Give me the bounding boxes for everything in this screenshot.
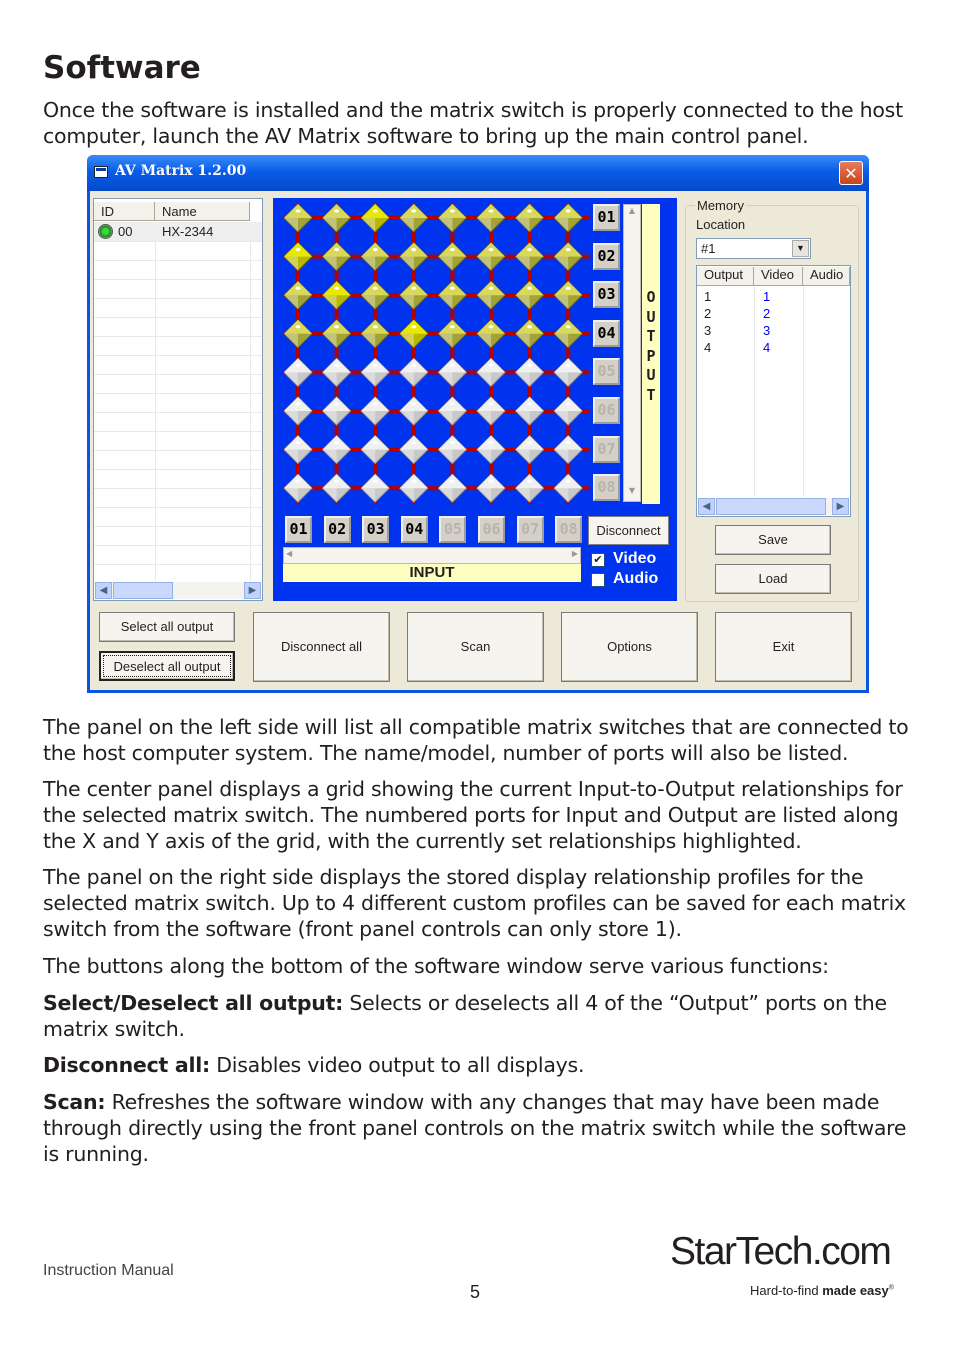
close-icon[interactable]: ✕ [839,161,863,185]
crosspoint-node[interactable] [323,243,351,271]
crosspoint-node[interactable] [554,320,582,348]
crosspoint-node[interactable] [477,320,505,348]
device-list-header [94,202,262,221]
crosspoint-node[interactable] [400,204,428,232]
crosspoint-node[interactable] [438,281,466,309]
save-button[interactable]: Save [715,525,831,555]
scroll-thumb[interactable] [716,498,826,515]
crosspoint-node[interactable] [438,436,466,464]
crosspoint-node[interactable] [284,358,312,386]
crosspoint-node[interactable] [516,281,544,309]
status-led-icon [98,224,113,239]
crosspoint-node[interactable] [477,243,505,271]
output-port-button[interactable]: 04 [593,320,620,347]
crosspoint-node[interactable] [284,436,312,464]
input-port-button[interactable]: 02 [324,516,351,543]
audio-checkbox[interactable] [591,573,605,587]
desc-scan: Refreshes the software window with any changes that may have been made through directly using the front panel controls on the matrix switch while the software is running. [43,1090,907,1166]
paragraph-buttons-intro: The buttons along the bottom of the software window serve various functions: [43,954,829,978]
crosspoint-node[interactable] [284,397,312,425]
crosspoint-node[interactable] [438,397,466,425]
paragraph-disconnect-all [43,1052,923,1078]
crosspoint-node[interactable] [438,358,466,386]
crosspoint-node[interactable] [400,436,428,464]
exit-button[interactable]: Exit [715,612,852,682]
scroll-left-icon[interactable]: ◀ [698,498,715,515]
output-port-button[interactable]: 07 [593,436,620,463]
scroll-up-icon[interactable]: ▲ [628,206,636,215]
crosspoint-node[interactable] [361,204,389,232]
matrix-panel [273,198,677,601]
crosspoint-node[interactable] [400,397,428,425]
output-port-button[interactable]: 08 [593,474,620,501]
crosspoint-node[interactable] [477,474,505,502]
term-select-deselect: Select/Deselect all output: [43,991,344,1015]
scroll-down-icon[interactable]: ▼ [628,486,636,495]
crosspoint-node[interactable] [361,436,389,464]
crosspoint-node[interactable] [284,281,312,309]
input-axis-label: INPUT [283,564,581,582]
crosspoint-node[interactable] [400,320,428,348]
crosspoint-node[interactable] [554,474,582,502]
crosspoint-node[interactable] [361,474,389,502]
crosspoint-node[interactable] [361,281,389,309]
intro-paragraph: Once the software is installed and the matrix switch is properly connected to the host computer, launch the AV Matrix software to bring up the main control panel. [43,98,903,148]
crosspoint-node[interactable] [323,397,351,425]
paragraph-scan [43,1089,923,1167]
memory-output-cell: 1 [704,289,712,304]
scroll-thumb[interactable] [113,582,173,599]
input-port-button[interactable]: 08 [555,516,582,543]
output-axis-letter: O [646,288,656,306]
term-disconnect-all: Disconnect all: [43,1053,210,1077]
crosspoint-node[interactable] [400,474,428,502]
crosspoint-node[interactable] [361,243,389,271]
paragraph-left-panel: The panel on the left side will list all compatible matrix switches that are connected to the host computer system. The name/model, number of ports will also be listed. [43,715,909,765]
output-vscrollbar[interactable] [623,204,641,502]
crosspoint-node[interactable] [323,358,351,386]
input-hscrollbar[interactable] [283,547,581,564]
memory-video-cell: 3 [763,323,771,338]
page-heading: Software [43,50,201,86]
output-axis-letter: T [646,385,656,404]
crosspoint-node[interactable] [438,474,466,502]
input-port-button[interactable]: 03 [362,516,389,543]
memory-output-cell: 4 [704,340,712,355]
crosspoint-node[interactable] [554,281,582,309]
input-port-button[interactable]: 07 [517,516,544,543]
crosspoint-node[interactable] [284,243,312,271]
scroll-left-icon[interactable]: ◀ [286,549,293,558]
crosspoint-node[interactable] [438,243,466,271]
desc-disconnect-all: Disables video output to all displays. [210,1053,585,1077]
window-client [90,191,866,690]
device-list-hscrollbar[interactable] [95,582,261,599]
paragraph-select-deselect [43,990,923,1042]
crosspoint-node[interactable] [554,358,582,386]
device-row[interactable] [94,222,262,241]
title-bar [87,155,869,191]
disconnect-all-button[interactable]: Disconnect all [253,612,390,682]
crosspoint-node[interactable] [323,281,351,309]
output-axis-letter: U [646,307,656,326]
crosspoint-node[interactable] [477,397,505,425]
scroll-right-icon[interactable]: ▶ [244,582,261,599]
input-port-button[interactable]: 05 [439,516,466,543]
crosspoint-node[interactable] [516,474,544,502]
memory-output-cell: 2 [704,306,712,321]
input-port-button[interactable]: 04 [401,516,428,543]
deselect-all-output-button[interactable]: Deselect all output [99,651,235,681]
scroll-left-icon[interactable]: ◀ [95,582,112,599]
crosspoint-node[interactable] [323,204,351,232]
crosspoint-node[interactable] [284,204,312,232]
device-list[interactable] [93,198,263,601]
scan-button[interactable]: Scan [407,612,544,682]
device-id: 00 [118,224,133,239]
output-port-button[interactable]: 05 [593,358,620,385]
output-port-button[interactable]: 03 [593,281,620,308]
crosspoint-node[interactable] [477,436,505,464]
crosspoint-node[interactable] [477,358,505,386]
input-port-button[interactable]: 01 [285,516,312,543]
crosspoint-node[interactable] [323,474,351,502]
crosspoint-node[interactable] [284,320,312,348]
column-header-id[interactable]: ID [94,202,155,221]
scroll-right-icon[interactable]: ▶ [571,549,578,558]
output-port-button[interactable]: 02 [593,243,620,270]
crosspoint-node[interactable] [438,204,466,232]
crosspoint-node[interactable] [361,320,389,348]
crosspoint-node[interactable] [477,281,505,309]
av-matrix-window [87,155,869,693]
output-axis-letter: T [646,327,656,345]
output-port-button[interactable]: 01 [593,204,620,231]
crosspoint-node[interactable] [361,358,389,386]
column-header-video[interactable]: Video [754,267,803,286]
output-axis-label [642,204,660,504]
output-port-button[interactable]: 06 [593,397,620,424]
location-label: Location [696,217,746,232]
input-port-button[interactable]: 06 [478,516,505,543]
crosspoint-node[interactable] [400,243,428,271]
column-header-name[interactable]: Name [155,202,250,221]
scroll-right-icon[interactable]: ▶ [832,498,849,515]
crosspoint-node[interactable] [438,320,466,348]
output-axis-letter: P [646,346,656,365]
crosspoint-node[interactable] [323,436,351,464]
memory-video-cell: 4 [763,340,771,355]
load-button[interactable]: Load [715,564,831,594]
crosspoint-node[interactable] [554,436,582,464]
window-title: AV Matrix 1.2.00 [115,163,247,179]
paragraph-center-panel: The center panel displays a grid showing the current Input-to-Output relationships for the selected matrix switch. The numbered ports for Input and Output are listed along the X and Y axis of the grid, with the currently set relationships highlighted. [43,777,903,853]
options-button[interactable]: Options [561,612,698,682]
location-value: #1 [701,241,716,256]
crosspoint-node[interactable] [554,243,582,271]
crosspoint-node[interactable] [400,358,428,386]
select-all-output-button[interactable]: Select all output [99,612,235,642]
device-name: HX-2344 [162,224,214,239]
video-checkbox-label: Video [613,550,657,567]
video-checkbox[interactable]: ✔ [591,553,605,567]
crosspoint-grid [284,204,594,509]
paragraph-right-panel: The panel on the right side displays the stored display relationship profiles for the selected matrix switch. Up to 4 different custom profiles can be saved for each matrix switch from the software (front panel controls can only store 1). [43,865,906,941]
column-header-audio[interactable]: Audio [803,267,850,286]
window-icon [94,166,108,178]
crosspoint-node[interactable] [400,281,428,309]
location-select[interactable] [696,238,811,259]
tagline-light: Hard-to-find [750,1283,823,1298]
crosspoint-node[interactable] [284,474,312,502]
footer-manual-label: Instruction Manual [43,1262,174,1279]
crosspoint-node[interactable] [516,358,544,386]
crosspoint-node[interactable] [516,320,544,348]
tagline-mark: ® [888,1284,894,1292]
disconnect-button[interactable]: Disconnect [588,516,669,545]
startech-logo: StarTech.com [670,1230,891,1273]
term-scan: Scan: [43,1090,106,1114]
memory-video-cell: 2 [763,306,771,321]
memory-list[interactable] [696,265,851,517]
chevron-down-icon[interactable]: ▼ [792,240,809,257]
crosspoint-node[interactable] [516,204,544,232]
brand-tagline [750,1283,894,1298]
crosspoint-node[interactable] [516,436,544,464]
memory-video-cell: 1 [763,289,771,304]
audio-checkbox-label: Audio [613,570,659,587]
crosspoint-node[interactable] [323,320,351,348]
crosspoint-node[interactable] [554,397,582,425]
crosspoint-node[interactable] [516,397,544,425]
desc-select-deselect: Selects or deselects all 4 of the “Output” ports on the matrix switch. [43,991,887,1041]
tagline-bold: made easy [822,1283,889,1298]
page-number: 5 [470,1282,481,1302]
output-axis-letter: U [646,366,656,384]
crosspoint-node[interactable] [516,243,544,271]
memory-list-hscrollbar[interactable] [698,498,849,515]
column-header-output[interactable]: Output [697,267,754,286]
crosspoint-node[interactable] [361,397,389,425]
crosspoint-node[interactable] [554,204,582,232]
memory-group-title: Memory [697,198,744,213]
crosspoint-node[interactable] [477,204,505,232]
memory-output-cell: 3 [704,323,712,338]
